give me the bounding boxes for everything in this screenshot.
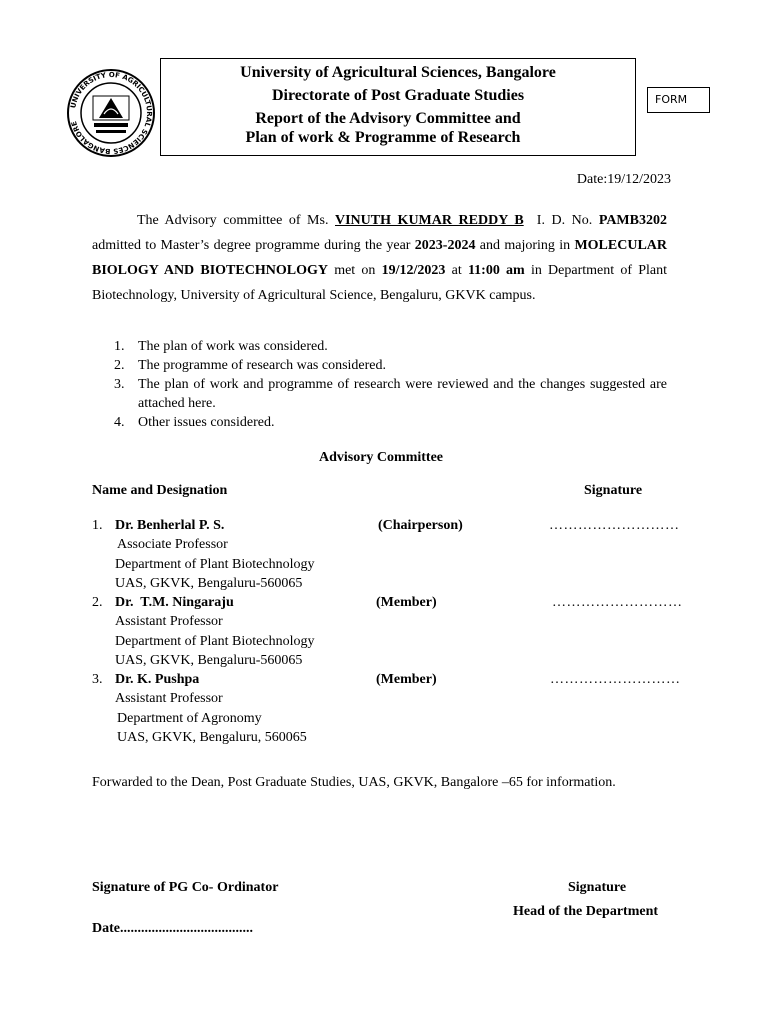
signature-line: ……………………… xyxy=(549,518,680,533)
hod-label: Head of the Department xyxy=(513,904,659,919)
list-item: 1. The plan of work was considered. xyxy=(114,339,328,354)
member-role: (Member) xyxy=(376,672,437,687)
form-label-box: FORM xyxy=(647,87,710,113)
member-department: Department of Plant Biotechnology xyxy=(115,633,315,649)
university-name: University of Agricultural Sciences, Bangalore xyxy=(240,64,556,81)
intro-text-2: I. D. No. xyxy=(536,213,593,228)
report-title: Report of the Advisory Committee and xyxy=(255,110,521,127)
header-box xyxy=(160,58,636,156)
intro-text-4: and majoring in xyxy=(479,238,571,253)
programme-year: 2023-2024 xyxy=(414,238,476,253)
intro-text-1: The Advisory committee of Ms. xyxy=(137,213,329,228)
meeting-time: 11:00 am xyxy=(467,263,525,278)
member-number: 2. xyxy=(92,595,103,610)
intro-text-7: in Department of Plant Biotechnology, University of Agricultural Science, Bengaluru, GKVK campus. xyxy=(92,263,668,303)
member-address: UAS, GKVK, Bengaluru-560065 xyxy=(115,653,303,668)
directorate-name: Directorate of Post Graduate Studies xyxy=(271,87,525,104)
intro-text-5: met on xyxy=(334,263,376,278)
committee-member xyxy=(92,593,712,671)
member-number: 1. xyxy=(92,518,103,533)
university-seal-logo xyxy=(66,68,156,158)
member-designation: Associate Professor xyxy=(117,537,228,552)
plan-title: Plan of work & Programme of Research xyxy=(245,129,521,146)
intro-text-6: at xyxy=(451,263,462,278)
student-name: VINUTH KUMAR REDDY B xyxy=(335,213,524,228)
member-role: (Member) xyxy=(376,595,437,610)
date-label: Date...................................... xyxy=(92,921,253,936)
intro-text-3: admitted to Master’s degree programme during the year xyxy=(92,238,411,253)
member-department: Department of Agronomy xyxy=(117,710,262,726)
pg-coordinator-signature-label: Signature of PG Co- Ordinator xyxy=(92,880,279,895)
signature-line: ……………………… xyxy=(550,672,681,687)
forward-note xyxy=(92,770,694,795)
list-item: 3. The plan of work and programme of research were reviewed and the changes suggested are attached here. xyxy=(114,377,667,411)
member-role: (Chairperson) xyxy=(378,518,463,533)
member-name: Dr. Benherlal P. S. xyxy=(115,518,225,533)
member-department: Department of Plant Biotechnology xyxy=(115,556,315,572)
member-number: 3. xyxy=(92,672,103,687)
hod-signature-label: Signature xyxy=(568,880,627,895)
member-name: Dr. T.M. Ningaraju xyxy=(115,595,234,610)
committee-member xyxy=(92,670,712,748)
meeting-date: 19/12/2023 xyxy=(381,263,446,278)
committee-member xyxy=(92,516,712,594)
student-id: PAMB3202 xyxy=(598,213,667,228)
signature-header: Signature xyxy=(584,483,643,498)
member-designation: Assistant Professor xyxy=(115,691,223,706)
list-item: 4. Other issues considered. xyxy=(114,415,275,430)
name-designation-header: Name and Designation xyxy=(92,483,228,498)
list-item: 2. The programme of research was considered. xyxy=(114,358,387,373)
svg-text:UNIVERSITY OF AGRICULTURAL SCI: UNIVERSITY OF AGRICULTURAL SCIENCES BANGALORE xyxy=(69,70,154,156)
member-address: UAS, GKVK, Bengaluru-560065 xyxy=(115,576,303,591)
signature-line: ……………………… xyxy=(552,595,683,610)
member-address: UAS, GKVK, Bengaluru, 560065 xyxy=(117,730,307,745)
member-designation: Assistant Professor xyxy=(115,614,223,629)
member-name: Dr. K. Pushpa xyxy=(115,672,200,687)
intro-paragraph xyxy=(92,208,667,308)
major-subject: MOLECULAR BIOLOGY AND BIOTECHNOLOGY xyxy=(92,238,667,278)
document-date: Date:19/12/2023 xyxy=(576,172,671,187)
agenda-list xyxy=(114,337,667,432)
forward-text: Forwarded to the Dean, Post Graduate Studies, UAS, GKVK, Bangalore –65 for information. xyxy=(92,775,616,790)
committee-title: Advisory Committee xyxy=(318,450,444,465)
